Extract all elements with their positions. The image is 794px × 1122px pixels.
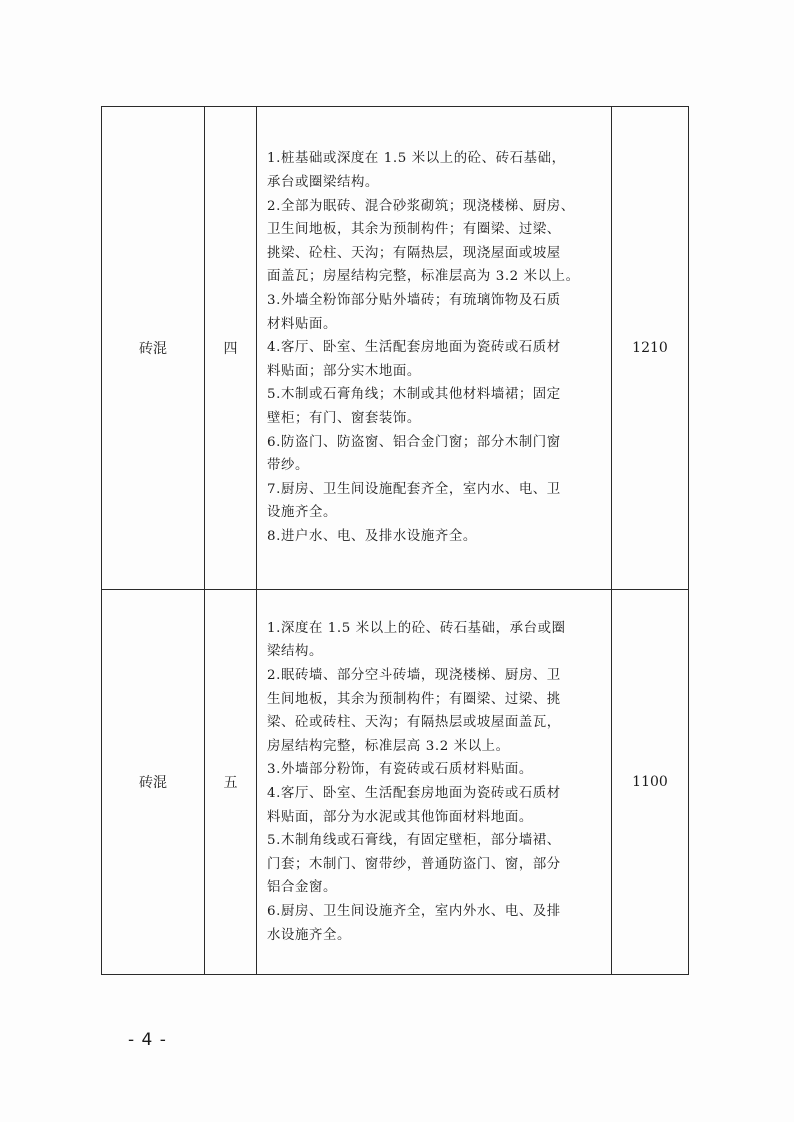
structure-type-cell: 砖混: [102, 590, 205, 975]
description-line: 4.客厅、卧室、生活配套房地面为瓷砖或石质材: [267, 340, 561, 356]
description-line: 3.外墙全粉饰部分贴外墙砖；有琉璃饰物及石质: [267, 293, 561, 309]
description-line: 1.深度在 1.5 米以上的砼、砖石基础，承台或圈: [267, 620, 566, 636]
description-line: 料贴面，部分为水泥或其他饰面材料地面。: [267, 809, 533, 825]
description-line: 挑梁、砼柱、天沟；有隔热层，现浇屋面或坡屋: [267, 245, 561, 261]
description-line: 4.客厅、卧室、生活配套房地面为瓷砖或石质材: [267, 786, 561, 801]
unit-price-cell: 1100: [612, 590, 689, 975]
description-line: 7.厨房、卫生间设施配套齐全，室内水、电、卫: [267, 481, 561, 497]
grade-level-cell: 五: [205, 590, 257, 975]
description-line: 料贴面；部分实木地面。: [267, 363, 421, 379]
description-line: 5.木制角线或石膏线，有固定壁柜，部分墙裙、: [267, 833, 561, 849]
description-line: 房屋结构完整，标准层高 3.2 米以上。: [267, 738, 510, 754]
description-line: 梁结构。: [267, 644, 323, 660]
structure-type-cell: 砖混: [102, 107, 205, 590]
description-line: 壁柜；有门、窗套装饰。: [267, 410, 421, 426]
description-line: 卫生间地板，其余为预制构件；有圈梁、过梁、: [267, 222, 561, 238]
description-line: 铝合金窗。: [267, 880, 337, 896]
description-line: 8.进户水、电、及排水设施齐全。: [267, 528, 477, 544]
description-line: 设施齐全。: [267, 505, 337, 521]
description-line: 带纱。: [267, 458, 309, 474]
description-line: 3.外墙部分粉饰，有瓷砖或石质材料贴面。: [267, 762, 533, 778]
housing-grade-table: [101, 106, 689, 975]
description-line: 1.桩基础或深度在 1.5 米以上的砼、砖石基础，: [267, 151, 566, 167]
description-line: 承台或圈梁结构。: [267, 175, 379, 191]
description-line: 6.防盗门、防盗窗、铝合金门窗；部分木制门窗: [267, 434, 561, 450]
description-line: 5.木制或石膏角线；木制或其他材料墙裙；固定: [267, 387, 561, 403]
description-line: 6.厨房、卫生间设施齐全，室内外水、电、及排: [267, 903, 561, 919]
grade-level-cell: 四: [205, 107, 257, 590]
description-line: 面盖瓦；房屋结构完整，标准层高为 3.2 米以上。: [267, 269, 580, 285]
description-line: 2.眠砖墙、部分空斗砖墙，现浇楼梯、厨房、卫: [267, 668, 561, 684]
description-line: 门套；木制门、窗带纱，普通防盗门、窗，部分: [267, 856, 561, 872]
description-line: 梁、砼或砖柱、天沟；有隔热层或坡屋面盖瓦，: [267, 715, 561, 731]
table-row: [102, 107, 689, 590]
table-row: [102, 590, 689, 975]
page-number: - 4 -: [128, 1030, 167, 1050]
unit-price-cell: 1210: [612, 107, 689, 590]
description-cell: [257, 107, 612, 590]
description-line: 生间地板，其余为预制构件；有圈梁、过梁、挑: [267, 691, 561, 707]
description-line: 2.全部为眠砖、混合砂浆砌筑；现浇楼梯、厨房、: [267, 198, 575, 214]
description-line: 水设施齐全。: [267, 927, 351, 943]
description-line: 材料贴面。: [267, 316, 337, 332]
description-cell: [257, 590, 612, 975]
